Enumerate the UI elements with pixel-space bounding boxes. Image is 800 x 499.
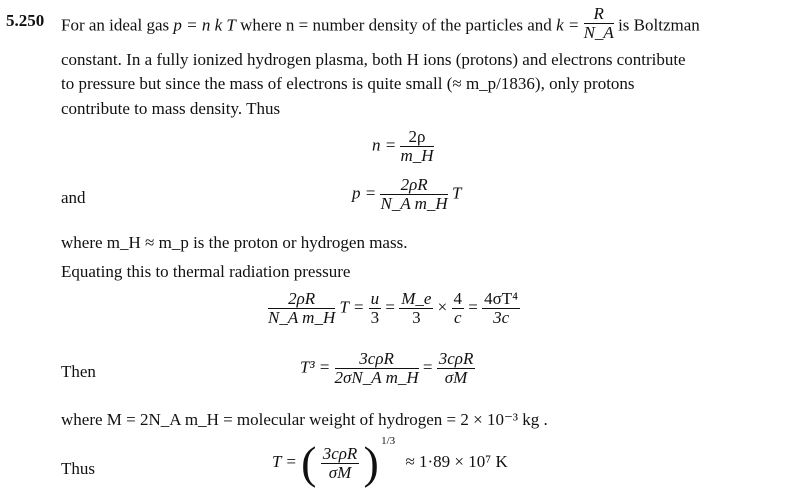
eq3-fraction-b	[369, 290, 382, 327]
problem-line-1	[61, 4, 700, 42]
eq3-fraction-e	[482, 290, 520, 327]
t-exponent: 1/3	[381, 435, 396, 448]
t-numerator: 3cρR	[322, 443, 358, 463]
and-label: and	[61, 188, 86, 207]
t3-a-denominator: 2σN_A m_H	[334, 368, 419, 387]
problem-line-4: contribute to mass density. Thus	[61, 99, 281, 118]
n-definition: n = number density of the particles and	[285, 15, 552, 35]
p-numerator: 2ρR	[380, 176, 447, 195]
eq3-fraction-c	[399, 290, 433, 327]
p-denominator: N_A m_H	[380, 194, 448, 213]
n-denominator: m_H	[400, 146, 434, 165]
equation-radiation: $\frac{2\rho R}{\text{N\_A m\_H}}$ T = $\frac{u}{3}$ = $\frac{M\_e}{3}$ × $\frac{4}{c}$ = $\frac{\text{4σT⁴}}{3c}$	[268, 289, 519, 327]
eq3-d-numerator: 4	[453, 289, 463, 308]
boltzman-text: is Boltzman	[618, 15, 700, 35]
t3-fraction-a	[335, 350, 419, 387]
eq3-b-denominator: 3	[370, 308, 380, 327]
t3-fraction-b	[437, 350, 476, 387]
k-fraction-numerator: R	[584, 5, 614, 24]
eq3-times: ×	[437, 297, 448, 317]
t3-b-numerator: 3cρR	[438, 349, 474, 368]
eq3-a-denominator: N_A m_H	[268, 308, 336, 327]
then-label: Then	[61, 362, 96, 381]
where-molecular-weight: where M = 2N_A m_H = molecular weight of hydrogen = 2 × 10⁻³ kg .	[61, 410, 548, 429]
n-lhs: n =	[372, 135, 397, 155]
p-tail: T	[451, 183, 462, 203]
problem-line-3: to pressure but since the mass of electrons is quite small (≈ m_p/1836), only protons	[61, 74, 635, 93]
t3-a-numerator: 3cρR	[335, 350, 419, 369]
equation-p	[352, 176, 461, 213]
thus-label: Thus	[61, 459, 95, 478]
eq3-c-numerator: M_e	[401, 289, 432, 308]
k-fraction	[584, 5, 614, 42]
t3-lhs: T³ =	[300, 357, 331, 377]
where-text: where	[240, 15, 282, 35]
t-fraction	[321, 445, 360, 482]
equation-t-final: T = ( $\frac{\text{3cρR}}{\sigma M}$ ) $^{1/3}$ ≈ 1·89 × 10⁷ K	[272, 435, 508, 488]
eq3-fraction-d	[452, 290, 465, 327]
n-fraction	[400, 128, 433, 165]
where-proton-mass: where m_H ≈ m_p is the proton or hydrogen mass.	[61, 233, 408, 252]
t-denominator: σM	[328, 462, 352, 482]
equation-t-cubed: T³ = $\frac{\text{3cρR}}{\text{2σN\_A m\_H}}$ = $\frac{\text{3cρR}}{\sigma M}$	[300, 349, 474, 387]
p-lhs: p =	[352, 183, 377, 203]
eq3-c-denominator: 3	[412, 308, 421, 327]
eq3-e-numerator: 4σT⁴	[484, 289, 519, 308]
intro-text: For an ideal gas	[61, 15, 170, 35]
eq3-e-denominator: 3c	[493, 308, 510, 327]
problem-number: 5.250	[6, 11, 45, 30]
t-result: ≈ 1·89 × 10⁷ K	[405, 451, 508, 471]
equating-text: Equating this to thermal radiation pressure	[61, 262, 351, 281]
k-equals: k =	[556, 15, 580, 35]
eq3-T: T =	[339, 297, 365, 317]
ideal-gas-law: p = n k T	[173, 15, 236, 35]
eq3-a-numerator: 2ρR	[268, 290, 335, 309]
t3-b-denominator: σM	[444, 368, 468, 387]
eq3-b-numerator: u	[370, 289, 380, 308]
k-fraction-denominator: N_A	[583, 23, 614, 42]
equation-n	[372, 128, 434, 165]
eq3-d-denominator: c	[453, 308, 462, 327]
n-numerator: 2ρ	[400, 128, 433, 147]
p-fraction	[380, 176, 447, 213]
t-lhs: T =	[272, 451, 297, 471]
eq3-fraction-a	[268, 290, 335, 327]
problem-line-2: constant. In a fully ionized hydrogen plasma, both H ions (protons) and electrons contribute	[61, 50, 686, 69]
